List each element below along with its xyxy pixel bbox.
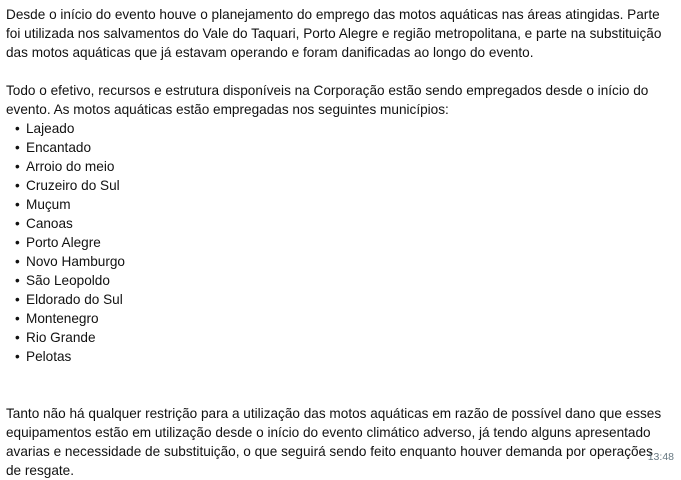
bullet-mark: • xyxy=(15,330,20,345)
list-item xyxy=(15,195,671,214)
bullet-mark: • xyxy=(15,216,20,231)
city-name: Porto Alegre xyxy=(26,235,101,250)
list-item xyxy=(15,290,671,309)
city-name: Eldorado do Sul xyxy=(26,292,123,307)
list-item xyxy=(15,157,671,176)
bullet-mark: • xyxy=(15,178,20,193)
city-name: Muçum xyxy=(26,197,71,212)
city-name: Arroio do meio xyxy=(26,159,115,174)
list-item xyxy=(15,328,671,347)
bullet-mark: • xyxy=(15,292,20,307)
bullet-mark: • xyxy=(15,235,20,250)
message-paragraph-resources: Todo o efetivo, recursos e estrutura disponíveis na Corporação estão sendo empregados desde o início do evento. As motos aquáticas estão empregadas nos seguintes municípios: xyxy=(6,83,649,117)
paragraph-spacer xyxy=(6,385,671,404)
message-timestamp: 13:48 xyxy=(647,451,674,463)
bullet-mark: • xyxy=(15,349,20,364)
city-name: Canoas xyxy=(26,216,73,231)
bullet-mark: • xyxy=(15,140,20,155)
bullet-mark: • xyxy=(15,121,20,136)
paragraph-spacer xyxy=(6,62,671,81)
city-name: Pelotas xyxy=(26,349,72,364)
city-name: Cruzeiro do Sul xyxy=(26,178,120,193)
message-paragraph-conclusion: Tanto não há qualquer restrição para a utilização das motos aquáticas em razão de possível dano que esses equipamentos estão em utilização desde o início do evento climático adverso, já tendo alguns apresentado avarias e necessidade de substituição, o que seguirá sendo feito enquanto houver demanda por operações de resgate. xyxy=(6,406,662,478)
city-name: Montenegro xyxy=(26,311,99,326)
city-name: São Leopoldo xyxy=(26,273,110,288)
bullet-mark: • xyxy=(15,159,20,174)
list-item xyxy=(15,138,671,157)
list-item xyxy=(15,214,671,233)
city-name: Novo Hamburgo xyxy=(26,254,125,269)
city-name: Encantado xyxy=(26,140,92,155)
message-paragraph-intro: Desde o início do evento houve o planejamento do emprego das motos aquáticas nas áreas atingidas. Parte foi utilizada nos salvamentos do Vale do Taquari, Porto Alegre e região metropolitana, e parte na substituição das motos aquáticas que já estavam operando e foram danificadas ao longo do evento. xyxy=(6,7,662,60)
list-item xyxy=(15,176,671,195)
paragraph-spacer xyxy=(6,366,671,385)
list-item xyxy=(15,271,671,290)
bullet-mark: • xyxy=(15,311,20,326)
city-name: Rio Grande xyxy=(26,330,96,345)
list-item xyxy=(15,252,671,271)
list-item xyxy=(15,233,671,252)
list-item xyxy=(15,119,671,138)
list-item xyxy=(15,309,671,328)
city-name: Lajeado xyxy=(26,121,75,136)
bullet-mark: • xyxy=(15,197,20,212)
bullet-mark: • xyxy=(15,273,20,288)
municipality-list xyxy=(6,119,671,366)
bullet-mark: • xyxy=(15,254,20,269)
list-item xyxy=(15,347,671,366)
